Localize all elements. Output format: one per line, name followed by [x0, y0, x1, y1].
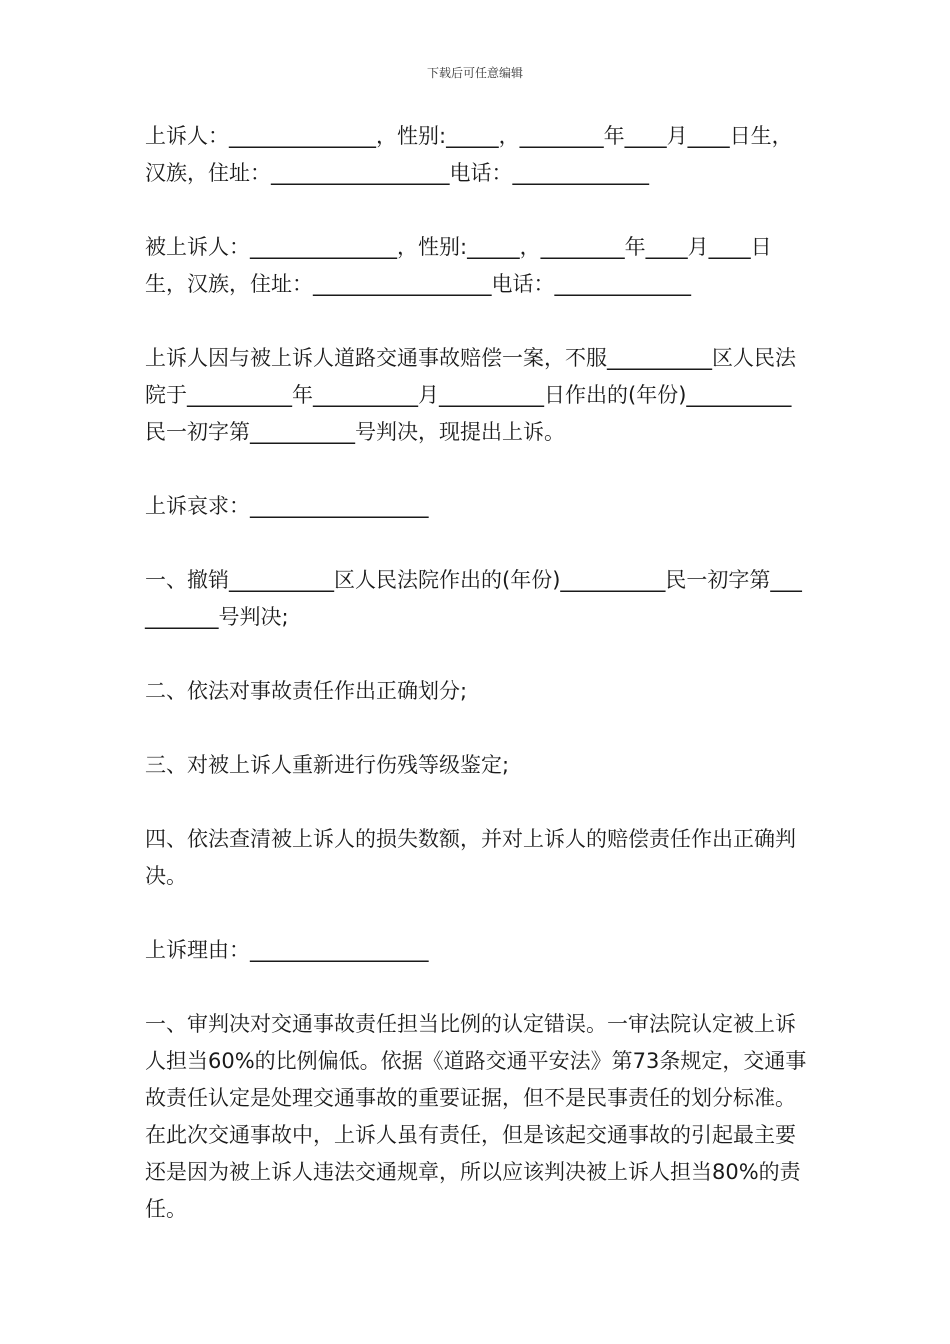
reason-item-1: 一、审判决对交通事故责任担当比例的认定错误。一审法院认定被上诉人担当60%的比例偏低。依据《道路交通平安法》第73条规定，交通事故责任认定是处理交通事故的重要证据，但不是民事责任的划分标准。在此次交通事故中，上诉人虽有责任，但是该起交通事故的引起最主要还是因为被上诉人违法交通规章，所以应该判决被上诉人担当80%的责任。 [145, 1012, 807, 1221]
appellee-info: 被上诉人：______________，性别:_____，________年____月____日生，汉族，住址：_________________电话：_____________ [145, 235, 772, 296]
document-body [145, 118, 810, 1228]
reasons-heading: 上诉理由：_________________ [145, 938, 429, 962]
claim-item-4: 四、依法查清被上诉人的损失数额，并对上诉人的赔偿责任作出正确判决。 [145, 827, 796, 888]
claims-heading: 上诉哀求：_________________ [145, 494, 429, 518]
page-header-note: 下载后可任意编辑 [426, 66, 523, 80]
claim-item-3: 三、对被上诉人重新进行伤残等级鉴定; [145, 753, 510, 777]
claim-item-1: 一、撤销__________区人民法院作出的(年份)__________民一初字第__________号判决; [145, 568, 802, 629]
appellant-info: 上诉人：______________，性别:_____，________年____月____日生，汉族，住址：_________________电话：_____________ [145, 124, 793, 185]
claim-item-2: 二、依法对事故责任作出正确划分; [145, 679, 468, 703]
case-intro: 上诉人因与被上诉人道路交通事故赔偿一案，不服__________区人民法院于__________年__________月__________日作出的(年份)__________民一初字第__________号判决，现提出上诉。 [145, 346, 796, 444]
